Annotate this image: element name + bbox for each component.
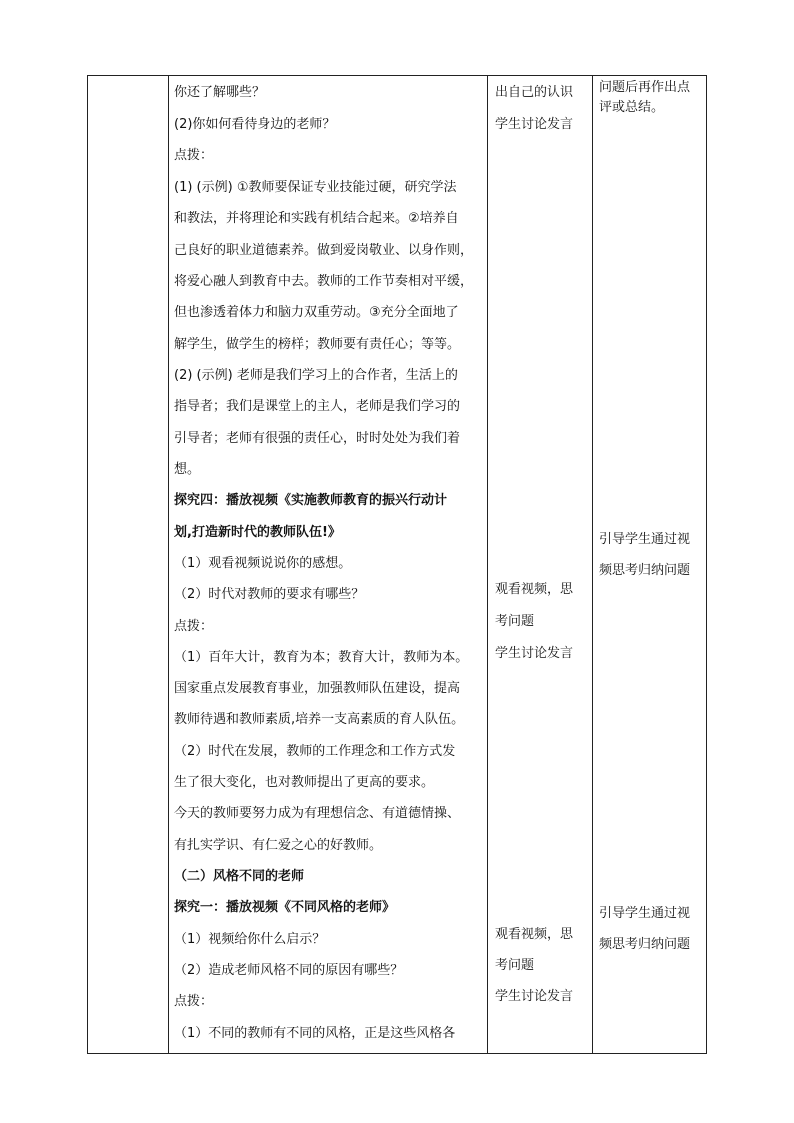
content-line: 指导者；我们是课堂上的主人，老师是我们学习的: [174, 399, 461, 414]
content-line: 将爱心融人到教育中去。教师的工作节奏相对平缓，: [174, 274, 474, 289]
intent-line: 频思考归纳问题: [599, 563, 691, 578]
content-line: 想。: [174, 462, 201, 477]
section-heading: 探究一：播放视频《不同风格的老师》: [174, 900, 396, 915]
content-line: （1）百年大计，教育为本；教育大计，教师为本。: [174, 650, 469, 665]
section-heading: 划,打造新时代的教师队伍!》: [174, 525, 341, 540]
lesson-table: [87, 75, 707, 1054]
content-line: 有扎实学识、有仁爱之心的好教师。: [174, 838, 383, 853]
content-line: (1) (示例) ①教师要保证专业技能过硬，研究学法: [174, 180, 457, 195]
column-divider: [487, 76, 488, 1053]
content-line: （1）视频给你什么启示？: [174, 932, 326, 947]
section-heading: 探究四：播放视频《实施教师教育的振兴行动计: [174, 493, 448, 508]
student-line: 考问题: [495, 958, 535, 973]
content-line: 引导者；老师有很强的责任心，时时处处为我们着: [174, 431, 461, 446]
content-line: (2) (示例) 老师是我们学习上的合作者，生活上的: [174, 368, 458, 383]
section-heading: （二）风格不同的老师: [174, 869, 305, 884]
intent-line: 引导学生通过视: [599, 532, 691, 547]
content-line: 但也渗透着体力和脑力双重劳动。③充分全面地了: [174, 305, 459, 320]
content-line: 点拨：: [174, 619, 214, 634]
content-line: 你还了解哪些？: [174, 85, 266, 100]
student-line: 观看视频，思: [495, 582, 574, 597]
content-line: 点拨：: [174, 994, 214, 1009]
column-divider: [168, 76, 169, 1053]
content-line: (2)你如何看待身边的老师？: [174, 117, 336, 132]
content-line: 教师待遇和教师素质,培养一支高素质的育人队伍。: [174, 712, 465, 727]
intent-line: 频思考归纳问题: [599, 937, 691, 952]
content-line: 国家重点发展教育事业，加强教师队伍建设，提高: [174, 681, 461, 696]
content-line: 点拨：: [174, 148, 214, 163]
student-line: 学生讨论发言: [495, 989, 574, 1004]
intent-line: 引导学生通过视: [599, 906, 691, 921]
content-line: （1）不同的教师有不同的风格，正是这些风格各: [174, 1026, 456, 1041]
content-line: （2）造成老师风格不同的原因有哪些？: [174, 963, 404, 978]
student-line: 出自己的认识: [495, 85, 574, 100]
content-line: 解学生，做学生的榜样；教师要有责任心；等等。: [174, 337, 461, 352]
content-line: （2）时代对教师的要求有哪些？: [174, 587, 365, 602]
content-line: 生了很大变化，也对教师提出了更高的要求。: [174, 775, 435, 790]
content-line: 今天的教师要努力成为有理想信念、有道德情操、: [174, 806, 461, 821]
content-line: 己良好的职业道德素养。做到爱岗敬业、以身作则，: [174, 243, 474, 258]
content-line: （1）观看视频说说你的感想。: [174, 556, 352, 571]
student-line: 考问题: [495, 614, 535, 629]
student-line: 观看视频，思: [495, 927, 574, 942]
intent-line: 问题后再作出点: [599, 80, 691, 95]
column-divider: [592, 76, 593, 1053]
student-line: 学生讨论发言: [495, 646, 574, 661]
intent-line: 评或总结。: [599, 100, 665, 115]
student-line: 学生讨论发言: [495, 117, 574, 132]
content-line: 和教法，并将理论和实践有机结合起来。②培养自: [174, 211, 459, 226]
content-line: （2）时代在发展，教师的工作理念和工作方式发: [174, 744, 456, 759]
